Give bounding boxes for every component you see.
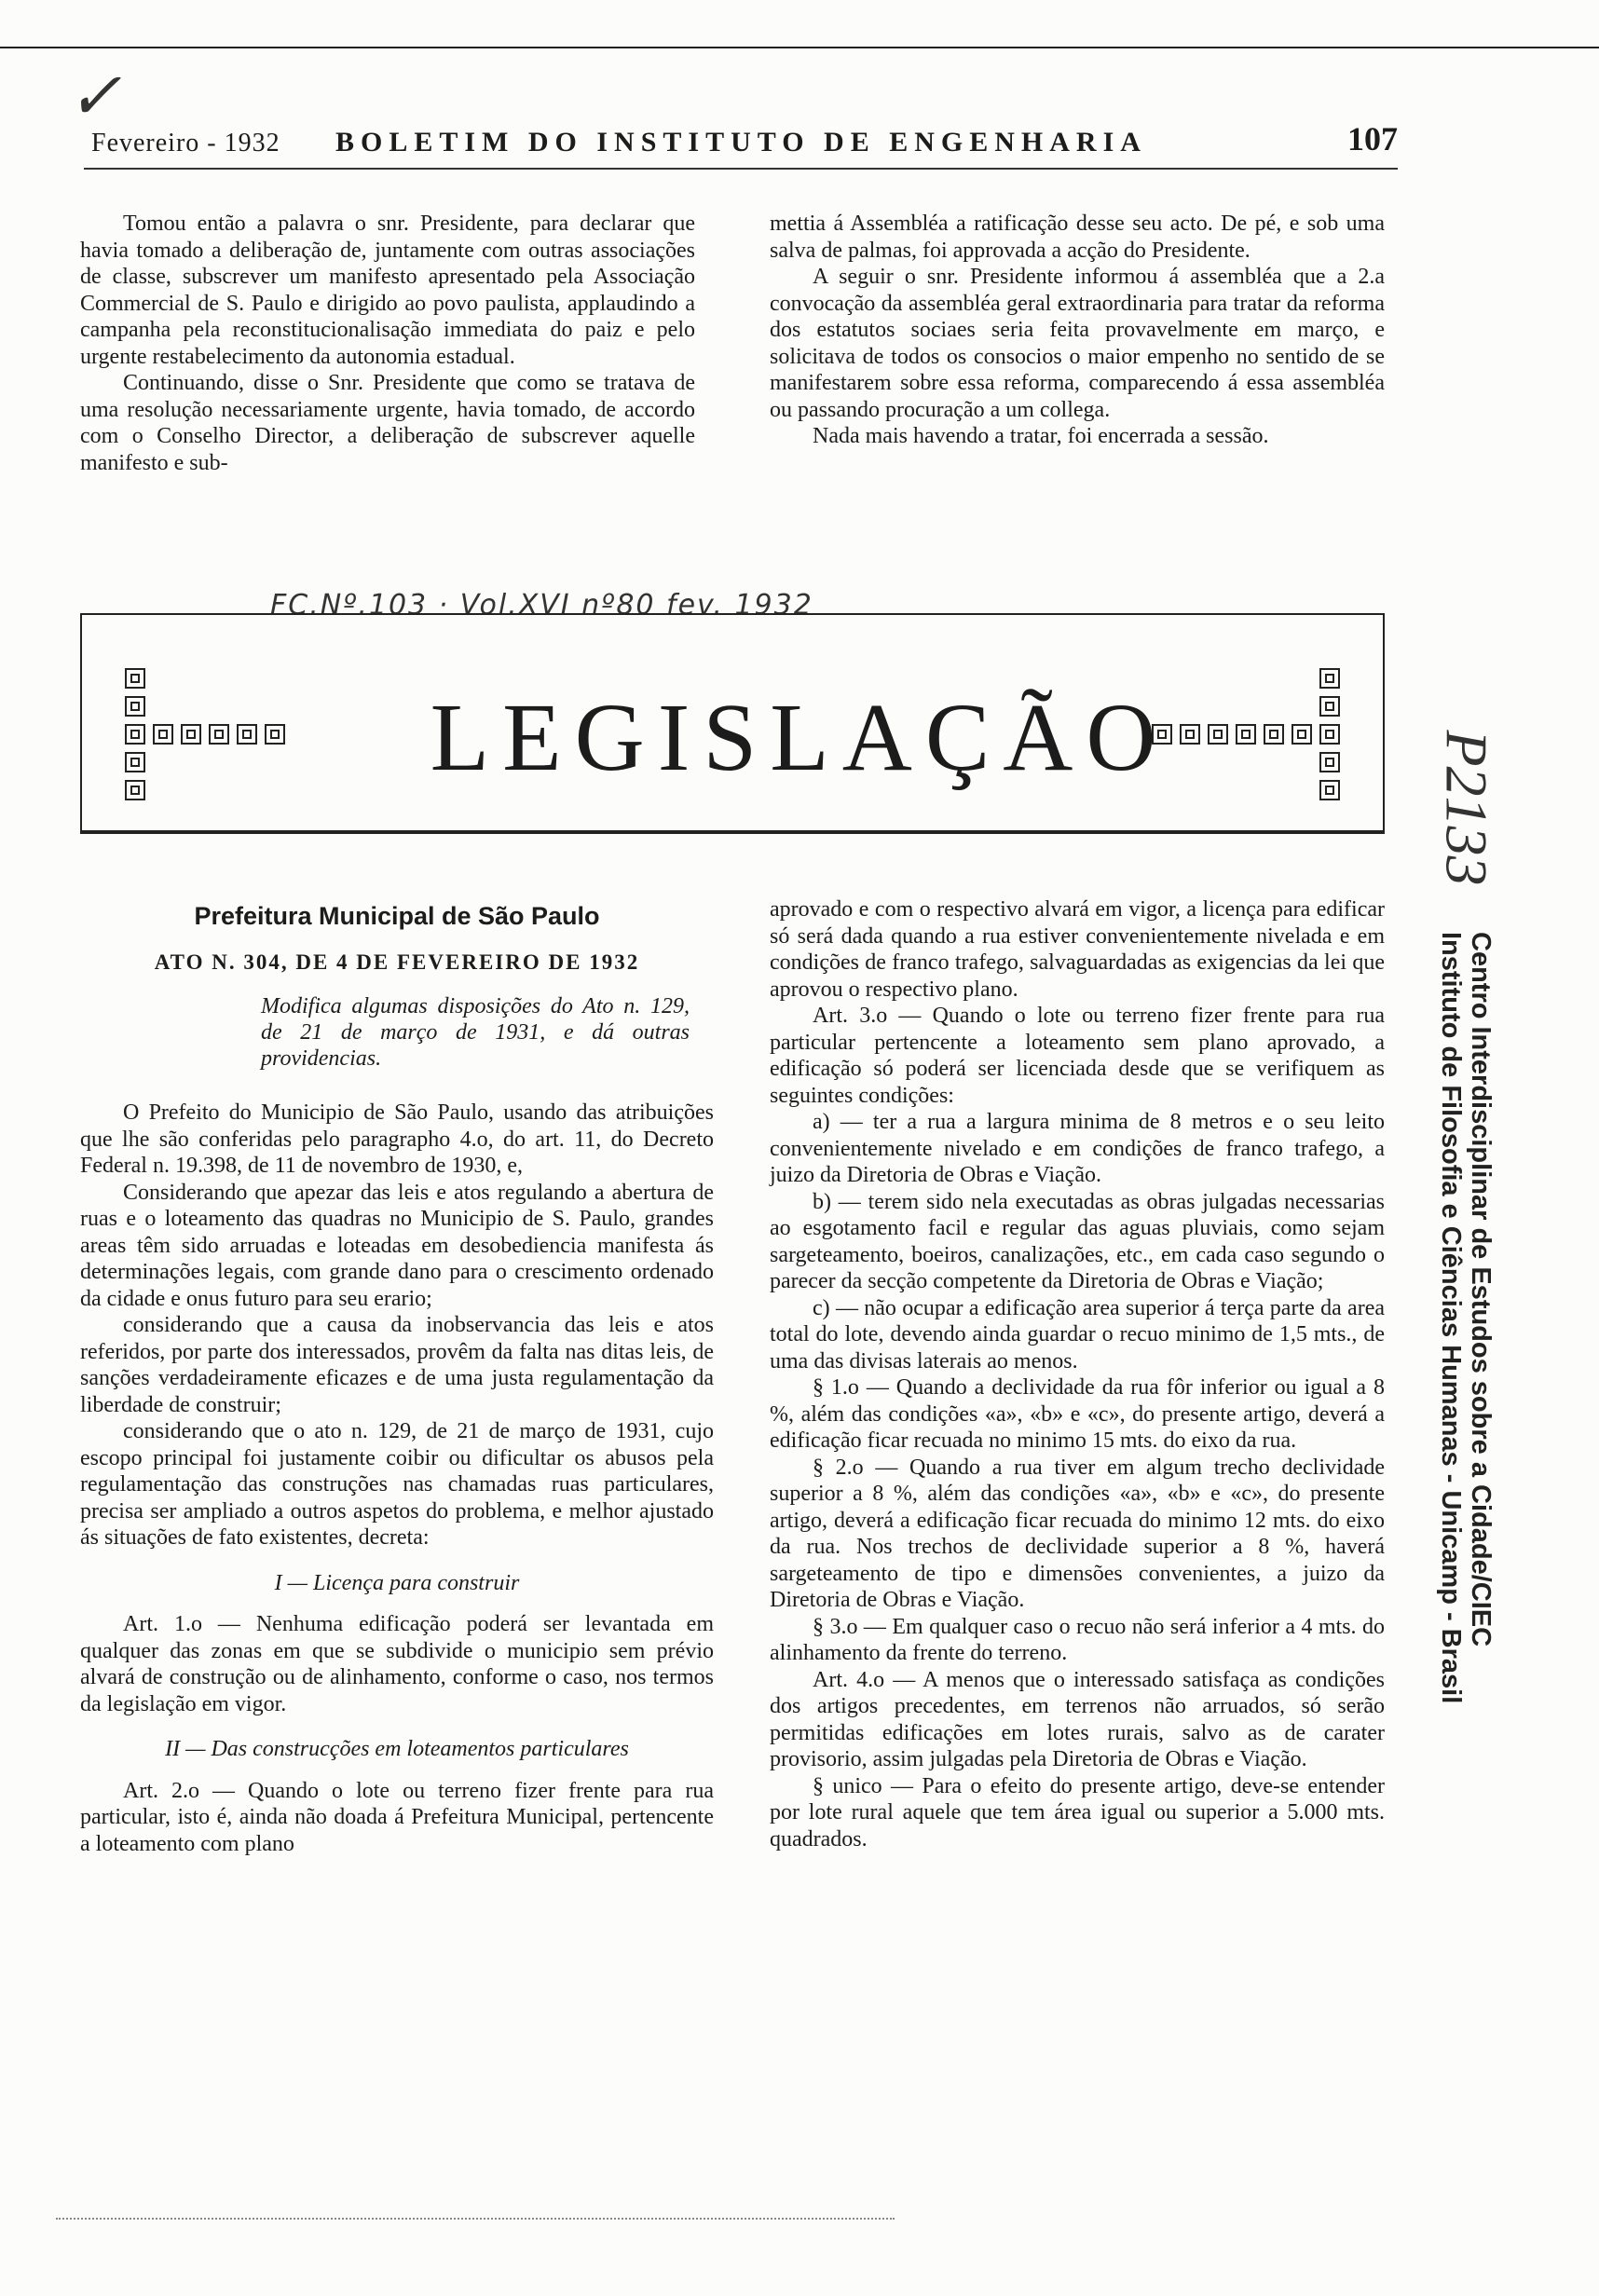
handwritten-check-mark: ✓	[67, 62, 122, 133]
paragraph: a) — ter a rua a largura minima de 8 metros e o seu leito convenientemente nivelado e em condições de franco trafego, a juizo da Diretoria de Obras e Viação.	[770, 1110, 1385, 1187]
paragraph: O Prefeito do Municipio de São Paulo, usando das atribuições que lhe são conferidas pelo paragrapho 4.o, do art. 11, do Decreto Federal n. 19.398, de 11 de novembro de 1930, e,	[80, 1100, 714, 1178]
paragraph: § 2.o — Quando a rua tiver em algum trecho declividade superior a 8 %, além das condições «a», «b» e «c», do presente artigo, deverá a edificação ficar recuada do minimo 12 mts. do eixo da rua. Nos trechos de declividade superior a 8 %, haverá sargeteamento de tipo e dimensões convenientes, a juizo da Diretoria de Obras e Viação.	[770, 1455, 1385, 1612]
section-heading: II — Das construcções em loteamentos particulares	[165, 1737, 629, 1761]
section-title: LEGISLAÇÃO	[430, 684, 1169, 791]
archive-stamp	[1436, 932, 1505, 1704]
paragraph: Considerando que apezar das leis e atos regulando a abertura de ruas e o loteamento das quadras no Municipio de S. Paulo, grandes areas têm sido arruadas e loteadas em desobediencia manifesta ás determinações legais, com grande dano para o crescimento ordenado da cidade e onus futuro para seu erario;	[80, 1180, 714, 1311]
top-left-column	[80, 211, 695, 476]
scan-artifact	[56, 2218, 895, 2222]
paragraph: considerando que a causa da inobservancia das leis e atos referidos, por parte dos interessados, provêm da falta nas ditas leis, de sanções verdadeiramente eficazes e de uma justa regulamentação da liberdade de construir;	[80, 1313, 714, 1417]
paragraph: Art. 1.o — Nenhuma edificação poderá ser levantada em qualquer das zonas em que se subdivide o municipio sem prévio alvará de construção ou de alinhamento, conforme o caso, nos termos da legislação em vigor.	[80, 1612, 714, 1716]
archive-stamp-line1: Centro Interdisciplinar de Estudos sobre a Cidade/CIEC	[1466, 932, 1496, 1647]
ato-title: ATO N. 304, DE 4 DE FEVEREIRO DE 1932	[154, 950, 640, 974]
header-rule	[84, 168, 1398, 170]
paragraph: Art. 4.o — A menos que o interessado satisfaça as condições dos artigos precedentes, em terrenos não arruados, só serão permitidas edificações em lotes rurais, salvo as de carater provisorio, assim julgadas pela Diretoria de Obras e Viação.	[770, 1667, 1385, 1771]
paragraph: mettia á Assembléa a ratificação desse seu acto. De pé, e sob uma salva de palmas, foi approvada a acção do Presidente.	[770, 212, 1385, 263]
page-number: 107	[1347, 120, 1398, 157]
top-rule	[0, 47, 1599, 48]
header-journal-title: BOLETIM DO INSTITUTO DE ENGENHARIA	[335, 127, 1147, 157]
paragraph: § unico — Para o efeito do presente artigo, deve-se entender por lote rural aquele que tem área igual ou superior a 5.000 mts. quadrados.	[770, 1773, 1385, 1852]
top-right-column	[770, 211, 1385, 450]
paragraph: b) — terem sido nela executadas as obras julgadas necessarias ao esgotamento facil e regular das aguas pluviais, como sejam sargeteamento, boeiros, canalizações, etc., em cada caso segundo o parecer da secção competente da Diretoria de Obras e Viação;	[770, 1189, 1385, 1293]
paragraph: Art. 3.o — Quando o lote ou terreno fizer frente para rua particular pertencente a loteamento sem plano aprovado, a edificação só poderá ser licenciada desde que se verifiquem as seguintes condições:	[770, 1004, 1385, 1108]
paragraph: Nada mais havendo a tratar, foi encerrada a sessão.	[813, 424, 1269, 448]
paragraph: § 1.o — Quando a declividade da rua fôr inferior ou igual a 8 %, além das condições «a», «b» e «c», do presente artigo, deverá a edificação ficar recuada no minimo 15 mts. do eixo da rua.	[770, 1375, 1385, 1453]
paragraph: Continuando, disse o Snr. Presidente que como se tratava de uma resolução necessariamente urgente, havia tomado, de accordo com o Conselho Director, a deliberação de subscrever aquelle manifesto e sub-	[80, 371, 695, 475]
archive-stamp-line2: Instituto de Filosofia e Ciências Humanas - Unicamp - Brasil	[1436, 932, 1466, 1704]
side-handwriting: P2133	[1433, 730, 1500, 886]
handwritten-reference: FC.Nº.103 · Vol.XVI nº80 fev. 1932	[270, 589, 813, 622]
prefeitura-heading: Prefeitura Municipal de São Paulo	[194, 902, 600, 930]
bottom-left-column	[80, 1100, 714, 1857]
ato-subtitle: Modifica algumas disposições do Ato n. 129, de 21 de março de 1931, e dá outras providencias.	[261, 994, 690, 1071]
banner-bottom-rule	[80, 831, 1385, 834]
header-date: Fevereiro - 1932	[91, 129, 280, 157]
paragraph: § 3.o — Em qualquer caso o recuo não será inferior a 4 mts. do alinhamento da frente do terreno.	[770, 1614, 1385, 1665]
paragraph: Tomou então a palavra o snr. Presidente, para declarar que havia tomado a deliberação de, juntamente com outras associações de classe, subscrever um manifesto apresentado pela Associação Commercial de S. Paulo e dirigido ao povo paulista, applaudindo a campanha pela reconstitucionalisação immediata do paiz e pelo urgente restabelecimento da autonomia estadual.	[80, 212, 695, 369]
paragraph: A seguir o snr. Presidente informou á assembléa que a 2.a convocação da assembléa geral extraordinaria para tratar da reforma dos estatutos sociaes seria feita provavelmente em março, e solicitava de todos os consocios o maior empenho no sentido de se manifestarem sobre essa reforma, comparecendo á essa assembléa ou passando procuração a um collega.	[770, 265, 1385, 422]
paragraph: considerando que o ato n. 129, de 21 de março de 1931, cujo escopo principal foi justamente coibir ou dificultar os abusos pela regulamentação das construções nas chamadas ruas particulares, precisa ser ampliado a outros aspetos do problema, e melhor ajustado ás situações de fato existentes, decreta:	[80, 1419, 714, 1550]
running-header	[56, 119, 1398, 175]
bottom-right-column	[770, 896, 1385, 1852]
paragraph: Art. 2.o — Quando o lote ou terreno fizer frente para rua particular, isto é, ainda não doada á Prefeitura Municipal, pertencente a loteamento com plano	[80, 1778, 714, 1856]
paragraph: aprovado e com o respectivo alvará em vigor, a licença para edificar só será dada quando a rua estiver convenientemente nivelada e em condições de franco trafego, salvaguardadas as exigencias da lei que aprovou o respectivo plano.	[770, 897, 1385, 1002]
section-heading: I — Licença para construir	[274, 1570, 520, 1595]
paragraph: c) — não ocupar a edificação area superior á terça parte da area total do lote, devendo ainda guardar o recuo minimo de 1,5 mts., de uma das divisas laterais ao menos.	[770, 1295, 1385, 1374]
